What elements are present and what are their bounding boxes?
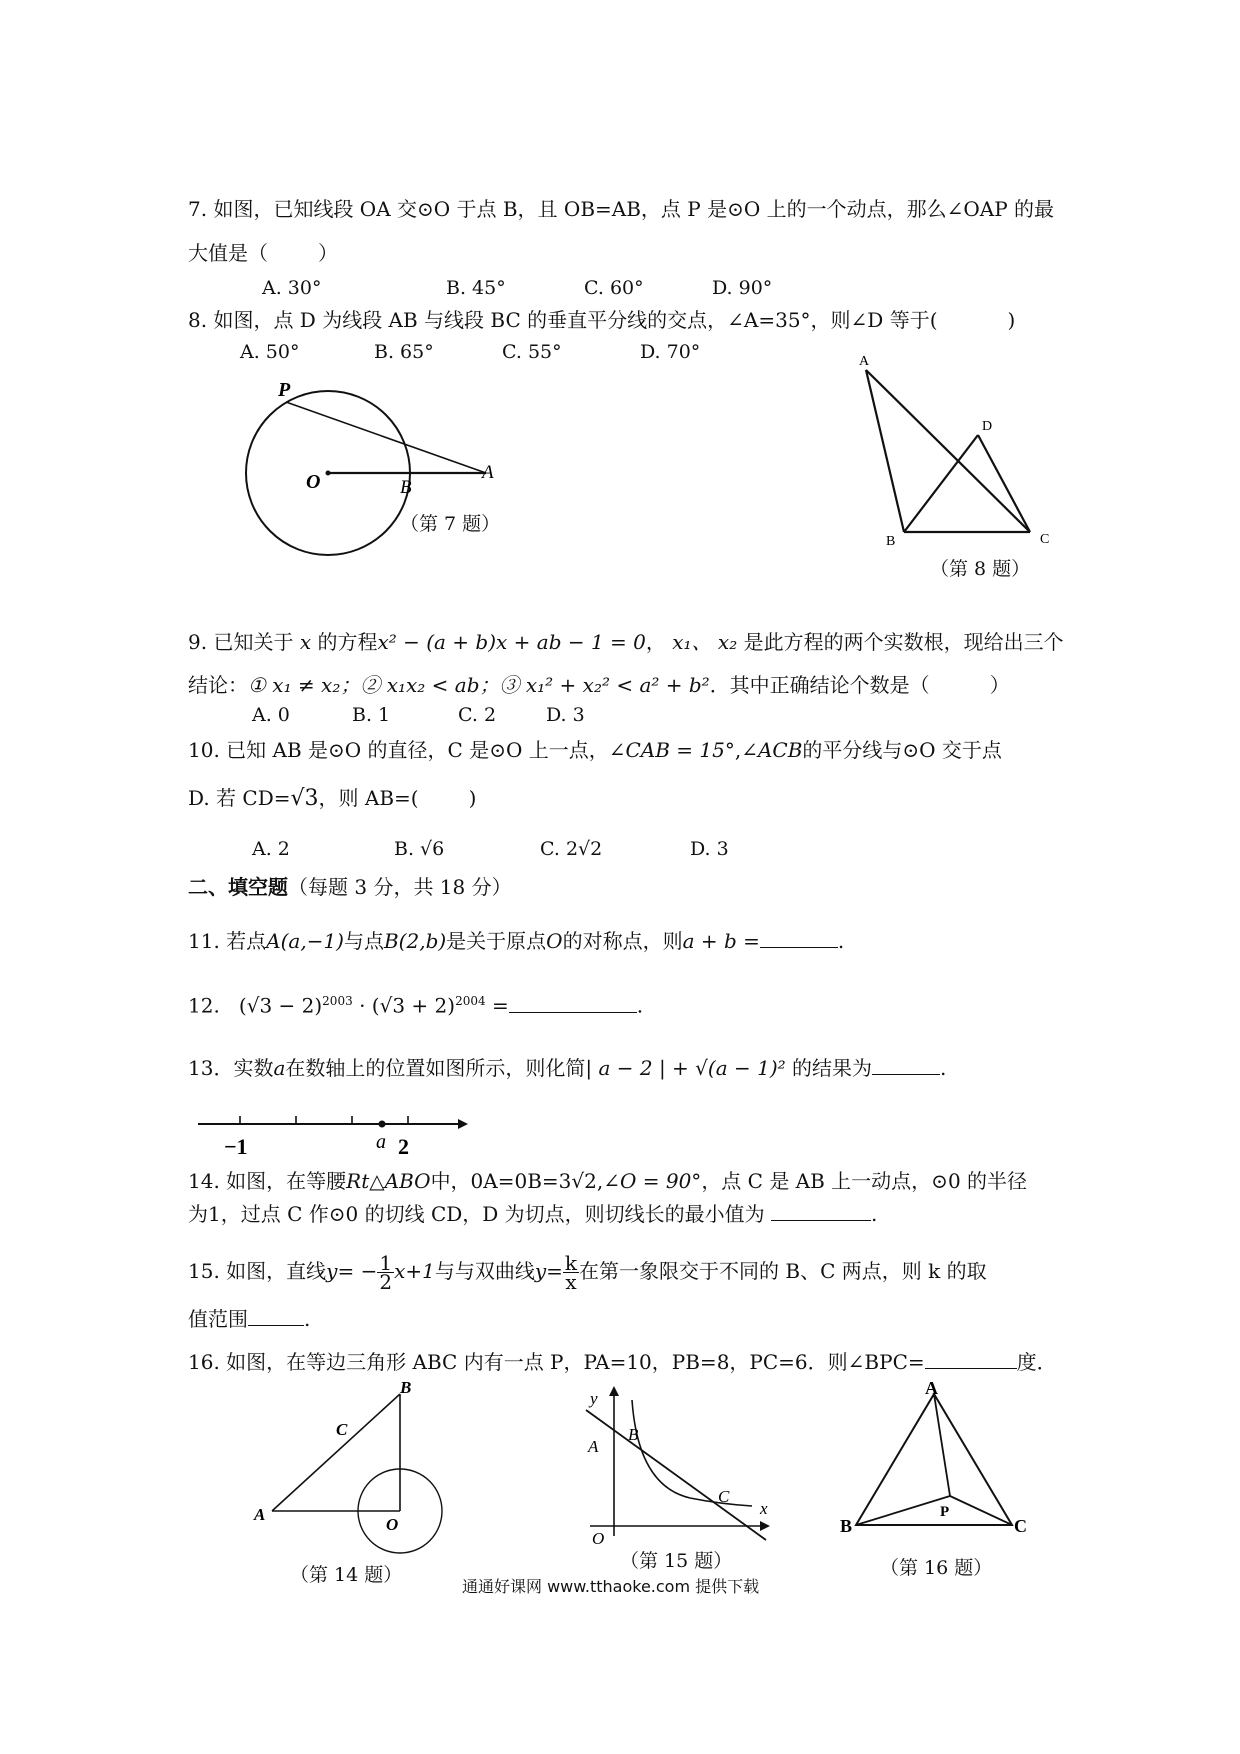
q15-fraction-half	[377, 1251, 394, 1294]
q11-end: .	[837, 929, 845, 953]
q9-line2-pre: 结论：	[188, 673, 248, 697]
q8-line1-text: 8. 如图，点 D 为线段 AB 与线段 BC 的垂直平分线的交点，∠A=35°，则∠D 等于(	[188, 308, 938, 332]
q9-conclusion-2: ② x₁x₂ < ab；	[360, 673, 500, 697]
q13-end: .	[940, 1056, 947, 1080]
q9-option-a: A. 0	[252, 704, 290, 726]
q12-dot: ·	[359, 993, 366, 1018]
q11-mid3: 的对称点，则	[562, 929, 683, 953]
q8-option-c: C. 55°	[502, 341, 562, 363]
q14-line1: 14. 如图，在等腰Rt△ABO中，0A=0B=3√2,∠O = 90°，点 C 是 AB 上一动点，⊙0 的半径	[188, 1169, 1028, 1193]
q15-frac2-num: k	[564, 1251, 578, 1275]
q8-label-a: A	[859, 354, 870, 369]
q12-line	[188, 988, 643, 1019]
q14-label-a: A	[254, 1505, 266, 1524]
q11-expr: a + b =	[682, 929, 760, 953]
q16-end: 度．	[1016, 1350, 1057, 1374]
q14-figure	[250, 1380, 450, 1540]
q10-option-c: C. 2√2	[540, 838, 603, 860]
q16-figure	[840, 1380, 1030, 1540]
q9-prefix: 9. 已知关于	[188, 630, 294, 654]
q10-option-a: A. 2	[252, 838, 290, 860]
q15-line1-post: 在第一象限交于不同的 B、C 两点，则 k 的取	[579, 1259, 987, 1283]
q16-text: 16. 如图，在等边三角形 ABC 内有一点 P，PA=10，PB=8，PC=6．则∠BPC=	[188, 1350, 925, 1374]
q16-label-b: B	[840, 1516, 853, 1536]
q7-center-dot	[326, 471, 331, 476]
page-footer: 通通好课网 www.tthaoke.com 提供下载	[462, 1577, 760, 1596]
q10-sqrt3: √3	[290, 786, 319, 811]
q9-line1: 9. 已知关于 x 的方程x² − (a + b)x + ab − 1 = 0， x₁、 x₂ 是此方程的两个实数根，现给出三个	[188, 630, 1064, 654]
q8-line1	[188, 307, 1015, 333]
q12-exp1: 2003	[322, 994, 353, 1008]
q15-frac2-den: x	[565, 1270, 577, 1294]
section2-title: 二、填空题	[188, 875, 288, 899]
q10-line1-post: 的平分线与⊙O 交于点	[802, 738, 1002, 762]
q14-prefix: 14. 如图，在等腰	[188, 1169, 347, 1193]
q7-line2	[188, 240, 338, 266]
q12-num: 12.	[188, 993, 220, 1018]
q9-conclusion-1: ① x₁ ≠ x₂；	[248, 673, 361, 697]
q14-end: .	[871, 1202, 878, 1226]
q7-line2-text: 大值是（	[188, 241, 268, 265]
q9-line2-post: ．其中正确结论个数是（	[709, 673, 930, 697]
q11-point-b: B(2,b)	[383, 929, 447, 953]
q9-line1-post: 是此方程的两个实数根，现给出三个	[743, 630, 1064, 654]
q7-line2-close: ）	[318, 241, 338, 265]
q7-option-d: D. 90°	[712, 277, 773, 299]
q7-line1: 7. 如图，已知线段 OA 交⊙O 于点 B，且 OB=AB，点 P 是⊙O 上的一个动点，那么∠OAP 的最	[188, 197, 1055, 221]
q10-line1: 10. 已知 AB 是⊙O 的直径，C 是⊙O 上一点，∠CAB = 15°,∠ACB的平分线与⊙O 交于点	[188, 738, 1002, 762]
q8-option-b: B. 65°	[374, 341, 434, 363]
q15-y1: y= −	[326, 1259, 378, 1283]
q10-line2	[188, 785, 476, 812]
q8-caption: （第 8 题）	[930, 558, 1031, 580]
q15-label-b: B	[628, 1425, 639, 1444]
q10-angle-cab: ∠CAB = 15°	[608, 738, 735, 762]
q8-line1-close: )	[1007, 308, 1016, 332]
q10-angle-acb: ∠ACB	[741, 738, 803, 762]
q9-conclusion-3: ③ x₁² + x₂² < a² + b²	[499, 673, 710, 697]
q16-label-a: A	[925, 1378, 938, 1398]
q13-answer-blank	[872, 1056, 940, 1075]
q10-option-d: D. 3	[690, 838, 729, 860]
q7-caption: （第 7 题）	[400, 513, 501, 535]
q13-number-line	[196, 1110, 476, 1160]
q15-label-x: x	[760, 1499, 768, 1518]
q12-expr1: (√3 − 2)	[238, 993, 323, 1018]
q15-label-a: A	[588, 1437, 599, 1456]
q9-line2-close: ）	[989, 673, 1010, 697]
q15-frac1-num: 1	[379, 1251, 393, 1275]
section2-heading	[188, 874, 512, 900]
q12-eq: =	[491, 993, 509, 1018]
q13-label-a: a	[376, 1131, 386, 1153]
q15-label-c: C	[718, 1487, 730, 1506]
q15-answer-blank	[248, 1307, 304, 1326]
q9-option-b: B. 1	[352, 704, 391, 726]
q13-post: 的结果为	[792, 1056, 873, 1080]
q13-prefix: 13．实数	[188, 1056, 274, 1080]
q15-frac1-den: 2	[379, 1270, 393, 1294]
q11-mid2: 是关于原点	[446, 929, 547, 953]
q10-line2-close: )	[468, 786, 477, 810]
q15-fraction-kx	[563, 1251, 579, 1294]
q11-answer-blank	[760, 929, 838, 948]
q16-line	[188, 1349, 1057, 1375]
q15-line2	[188, 1306, 310, 1332]
q15-caption: （第 15 题）	[620, 1550, 733, 1572]
q12-expr2: (√3 + 2)	[371, 993, 456, 1018]
q14-mid1: 中，0A=0B=	[430, 1169, 559, 1193]
q7-label-o: O	[306, 471, 321, 493]
q14-angle: ∠O = 90°	[603, 1169, 702, 1193]
q9-var-x: x	[299, 630, 312, 654]
q12-end: .	[636, 993, 644, 1018]
q15-figure	[580, 1386, 780, 1546]
q11-mid1: 与点	[343, 929, 384, 953]
q7-option-a: A. 30°	[262, 277, 322, 299]
q14-line2	[188, 1201, 877, 1227]
q15-line1	[188, 1251, 987, 1294]
q9-mid: 的方程	[317, 630, 378, 654]
q15-label-o: O	[592, 1529, 605, 1548]
q7-label-b: B	[400, 477, 412, 498]
q13-expr: | a − 2 | + √(a − 1)²	[585, 1056, 786, 1080]
q11-prefix: 11. 若点	[188, 929, 267, 953]
q14-answer-blank	[771, 1202, 871, 1221]
q15-y1-post: x+1	[394, 1259, 435, 1283]
q8-figure	[850, 350, 1070, 550]
q15-mid: 与与双曲线	[434, 1259, 535, 1283]
q15-y2: y=	[534, 1259, 563, 1283]
q16-caption: （第 16 题）	[880, 1557, 993, 1579]
q16-label-c: C	[1014, 1516, 1027, 1536]
q8-label-c: C	[1040, 532, 1050, 547]
q15-label-y: y	[590, 1389, 598, 1408]
q15-prefix: 15. 如图，直线	[188, 1259, 327, 1283]
q10-line2-post: ，则 AB=(	[318, 786, 419, 810]
q8-option-a: A. 50°	[240, 341, 300, 363]
q12-answer-blank	[509, 994, 637, 1013]
q12-exp2: 2004	[455, 994, 486, 1008]
q7-option-c: C. 60°	[584, 277, 644, 299]
q9-option-d: D. 3	[546, 704, 585, 726]
q13-mid: 在数轴上的位置如图所示，则化简	[285, 1056, 586, 1080]
q14-label-c: C	[336, 1420, 348, 1439]
q16-answer-blank	[925, 1350, 1017, 1369]
q13-label-minus1: −1	[224, 1134, 248, 1159]
section2-note: （每题 3 分，共 18 分）	[288, 875, 512, 899]
q9-line2	[188, 672, 1010, 698]
q7-option-b: B. 45°	[446, 277, 506, 299]
q14-label-b: B	[400, 1378, 412, 1397]
q7-segment-pa	[286, 402, 486, 473]
q14-caption: （第 14 题）	[290, 1564, 403, 1586]
q16-label-p: P	[940, 1504, 950, 1520]
q9-option-c: C. 2	[458, 704, 497, 726]
q8-option-d: D. 70°	[640, 341, 701, 363]
q13-var-a: a	[273, 1056, 286, 1080]
q14-line1-post: ，点 C 是 AB 上一动点，⊙0 的半径	[701, 1169, 1028, 1193]
q9-roots: x₁、 x₂	[672, 630, 738, 654]
q14-label-o: O	[386, 1515, 399, 1534]
q8-label-b: B	[886, 534, 896, 549]
q7-label-a: A	[482, 462, 494, 483]
q11-line	[188, 928, 844, 954]
q8-label-d: D	[982, 419, 993, 434]
q10-option-b: B. √6	[394, 838, 445, 860]
q15-line2-pre: 值范围	[188, 1307, 248, 1331]
q10-line2-pre: D. 若 CD=	[188, 786, 291, 810]
q10-prefix: 10. 已知 AB 是⊙O 的直径，C 是⊙O 上一点，	[188, 738, 609, 762]
q14-length: 3√2	[558, 1169, 597, 1193]
q9-equation: x² − (a + b)x + ab − 1 = 0	[377, 630, 646, 654]
q14-triangle: Rt△ABO	[346, 1169, 431, 1193]
q14-line2-pre: 为1，过点 C 作⊙0 的切线 CD，D 为切点，则切线长的最小值为	[188, 1202, 765, 1226]
q13-line	[188, 1055, 946, 1081]
q7-label-p: P	[278, 379, 291, 401]
q13-label-2: 2	[398, 1134, 409, 1159]
q11-point-a: A(a,−1)	[266, 929, 344, 953]
q15-end: .	[304, 1307, 311, 1331]
q11-origin: O	[546, 929, 563, 953]
